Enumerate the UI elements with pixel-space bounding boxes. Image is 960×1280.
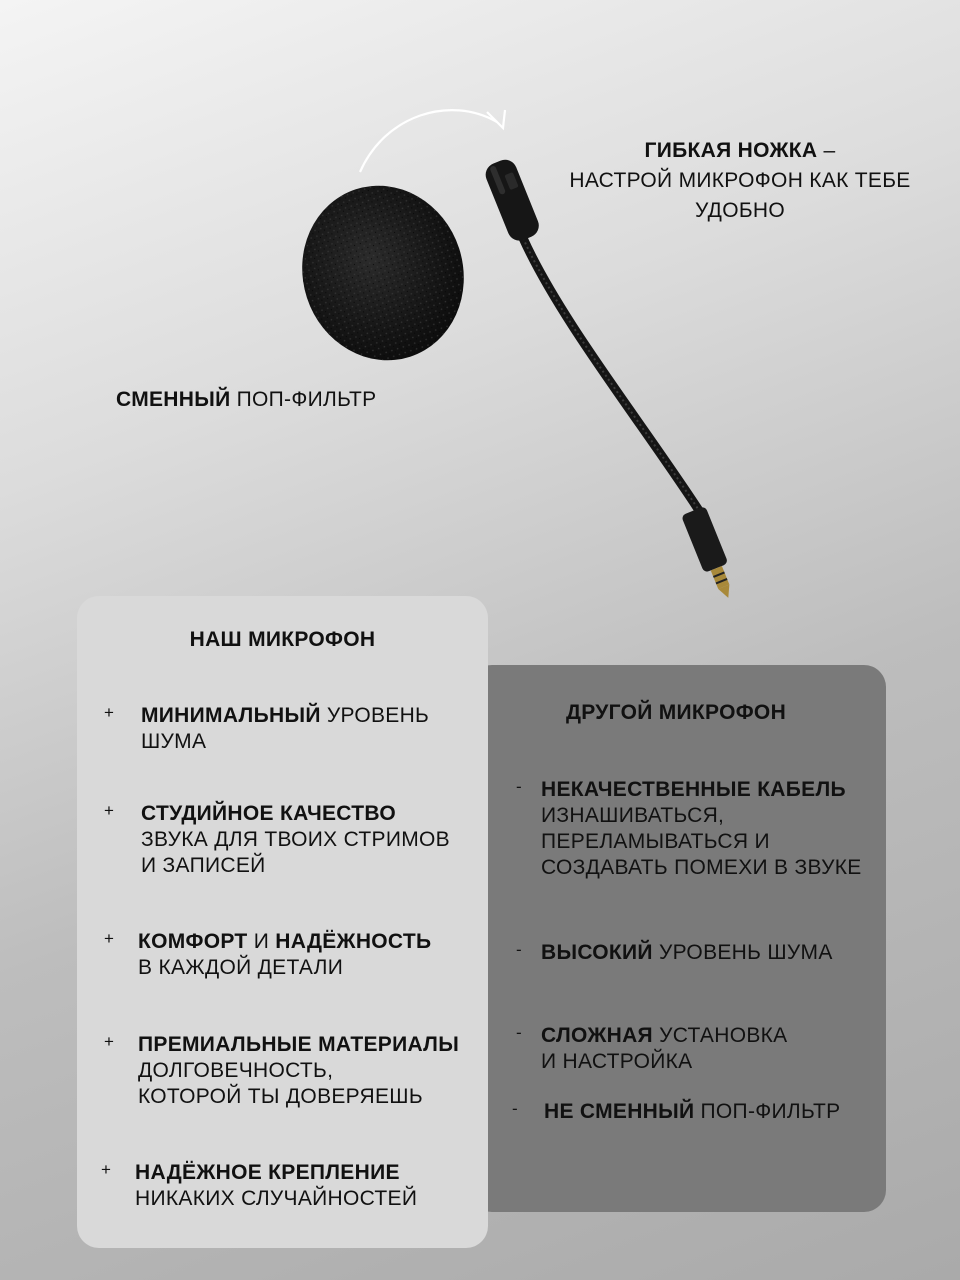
- cons-item-bold: НЕКАЧЕСТВЕННЫЕ КАБЕЛЬ: [541, 778, 846, 801]
- stem-caption-bold: ГИБКАЯ НОЖКА: [644, 139, 818, 162]
- pros-item-bold: ПРЕМИАЛЬНЫЕ МАТЕРИАЛЫ: [138, 1033, 460, 1056]
- cons-item-line2: ИЗНАШИВАТЬСЯ,: [541, 804, 725, 827]
- minus-icon: -: [516, 1023, 522, 1042]
- pros-item: [104, 929, 432, 981]
- cons-item: [516, 940, 833, 966]
- other-card-title: ДРУГОЙ МИКРОФОН: [566, 701, 787, 724]
- pros-item-line2: В КАЖДОЙ ДЕТАЛИ: [138, 956, 344, 979]
- minus-icon: -: [516, 940, 522, 959]
- pros-item-line3: И ЗАПИСЕЙ: [141, 854, 266, 877]
- cons-item-bold: ВЫСОКИЙ: [541, 941, 653, 964]
- pop-filter-image: [280, 165, 487, 382]
- cons-item-bold: НЕ СМЕННЫЙ: [544, 1100, 695, 1123]
- plus-icon: +: [101, 1160, 112, 1179]
- curved-arrow-icon: [360, 110, 505, 172]
- cons-item: [516, 1023, 788, 1075]
- our-card-title: НАШ МИКРОФОН: [189, 628, 376, 651]
- cons-item-line4: СОЗДАВАТЬ ПОМЕХИ В ЗВУКЕ: [541, 856, 862, 879]
- stem-caption: [540, 136, 940, 226]
- pros-item-bold2: НАДЁЖНОСТЬ: [275, 930, 432, 953]
- cons-item: [516, 777, 862, 881]
- pros-item-line2: ДОЛГОВЕЧНОСТЬ,: [138, 1059, 334, 1082]
- cons-item-line3: ПЕРЕЛАМЫВАТЬСЯ И: [541, 830, 770, 853]
- filter-caption-bold: СМЕННЫЙ: [116, 388, 231, 411]
- our-microphone-card: [77, 596, 488, 1248]
- cons-item-line2: И НАСТРОЙКА: [541, 1050, 693, 1073]
- pros-item: [104, 703, 430, 755]
- plus-icon: +: [104, 1032, 115, 1051]
- pros-item-bold: МИНИМАЛЬНЫЙ: [141, 704, 321, 727]
- other-microphone-card: [470, 665, 886, 1212]
- stem-caption-dash: –: [817, 139, 836, 162]
- pros-item-bold: СТУДИЙНОЕ КАЧЕСТВО: [141, 802, 396, 825]
- plus-icon: +: [104, 703, 115, 722]
- pros-item: [104, 801, 450, 879]
- plus-icon: +: [104, 929, 115, 948]
- pros-item-line3: КОТОРОЙ ТЫ ДОВЕРЯЕШЬ: [138, 1085, 423, 1108]
- cons-item-rest: ПОП-ФИЛЬТР: [694, 1100, 841, 1123]
- minus-icon: -: [512, 1099, 518, 1118]
- stem-caption-line2: НАСТРОЙ МИКРОФОН КАК ТЕБЕ: [569, 169, 911, 192]
- pros-item: [101, 1160, 418, 1212]
- cons-item-bold: СЛОЖНАЯ: [541, 1024, 653, 1047]
- pros-item: [104, 1032, 460, 1110]
- plus-icon: +: [104, 801, 115, 820]
- stem-caption-line3: УДОБНО: [694, 199, 786, 222]
- pros-item-line2: ЗВУКА ДЛЯ ТВОИХ СТРИМОВ: [141, 828, 450, 851]
- cons-item: [512, 1099, 841, 1125]
- minus-icon: -: [516, 777, 522, 796]
- product-illustration: [0, 0, 960, 620]
- pros-item-bold: КОМФОРТ: [138, 930, 248, 953]
- cons-item-rest: УСТАНОВКА: [652, 1024, 788, 1047]
- pros-item-line2: ШУМА: [141, 730, 207, 753]
- filter-caption: [116, 388, 377, 412]
- pros-item-bold: НАДЁЖНОЕ КРЕПЛЕНИЕ: [135, 1161, 400, 1184]
- pros-item-line2: НИКАКИХ СЛУЧАЙНОСТЕЙ: [135, 1187, 418, 1210]
- filter-caption-rest: ПОП-ФИЛЬТР: [230, 388, 377, 411]
- cons-item-rest: УРОВЕНЬ ШУМА: [652, 941, 833, 964]
- pros-item-rest: УРОВЕНЬ: [320, 704, 430, 727]
- pros-item-mid: И: [247, 930, 276, 953]
